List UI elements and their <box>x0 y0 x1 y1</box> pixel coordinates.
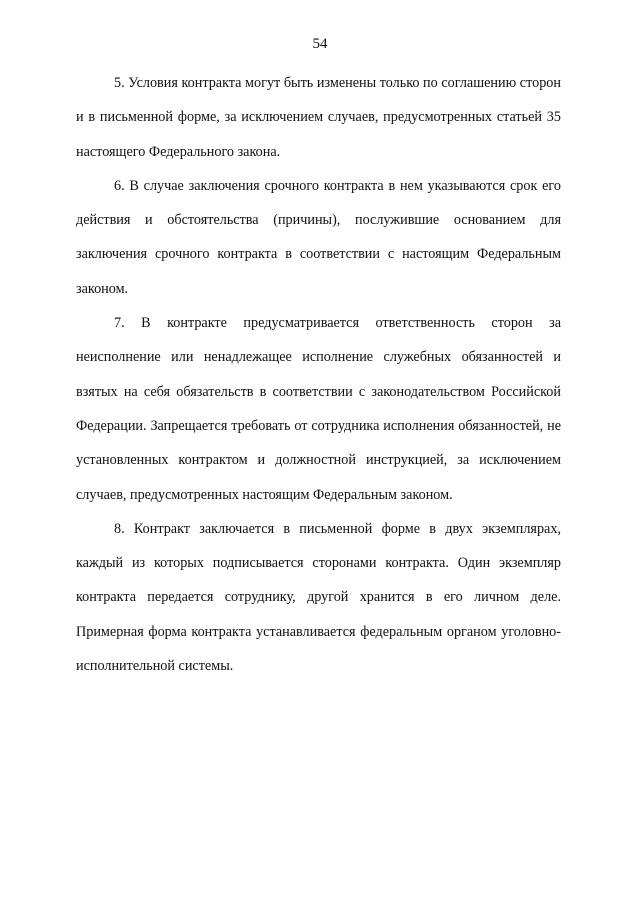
page-number: 54 <box>312 36 328 52</box>
paragraph-8: 8. Контракт заключается в письменной форме в двух экземплярах, каждый из которых подписывается сторонами контракта. Один экземпляр контракта передается сотруднику, другой хранится в его личном деле. Примерная форма контракта устанавливается федеральным органом уголовно-исполнительной системы. <box>76 520 561 675</box>
paragraph-5: 5. Условия контракта могут быть изменены только по соглашению сторон и в письменной форме, за исключением случаев, предусмотренных статьей 35 настоящего Федерального закона. <box>76 75 561 160</box>
paragraph-7: 7. В контракте предусматривается ответственность сторон за неисполнение или ненадлежащее исполнение служебных обязанностей и взятых на себя обязательств в соответствии с законодательством Российской Федерации. Запрещается требовать от сотрудника исполнения обязанностей, не установленных контрактом и должностной инструкцией, за исключением случаев, предусмотренных настоящим Федеральным законом. <box>76 315 561 503</box>
document-body <box>76 66 561 683</box>
paragraph-6: 6. В случае заключения срочного контракта в нем указываются срок его действия и обстоятельства (причины), послужившие основанием для заключения срочного контракта в соответствии с настоящим Федеральным законом. <box>76 177 561 297</box>
